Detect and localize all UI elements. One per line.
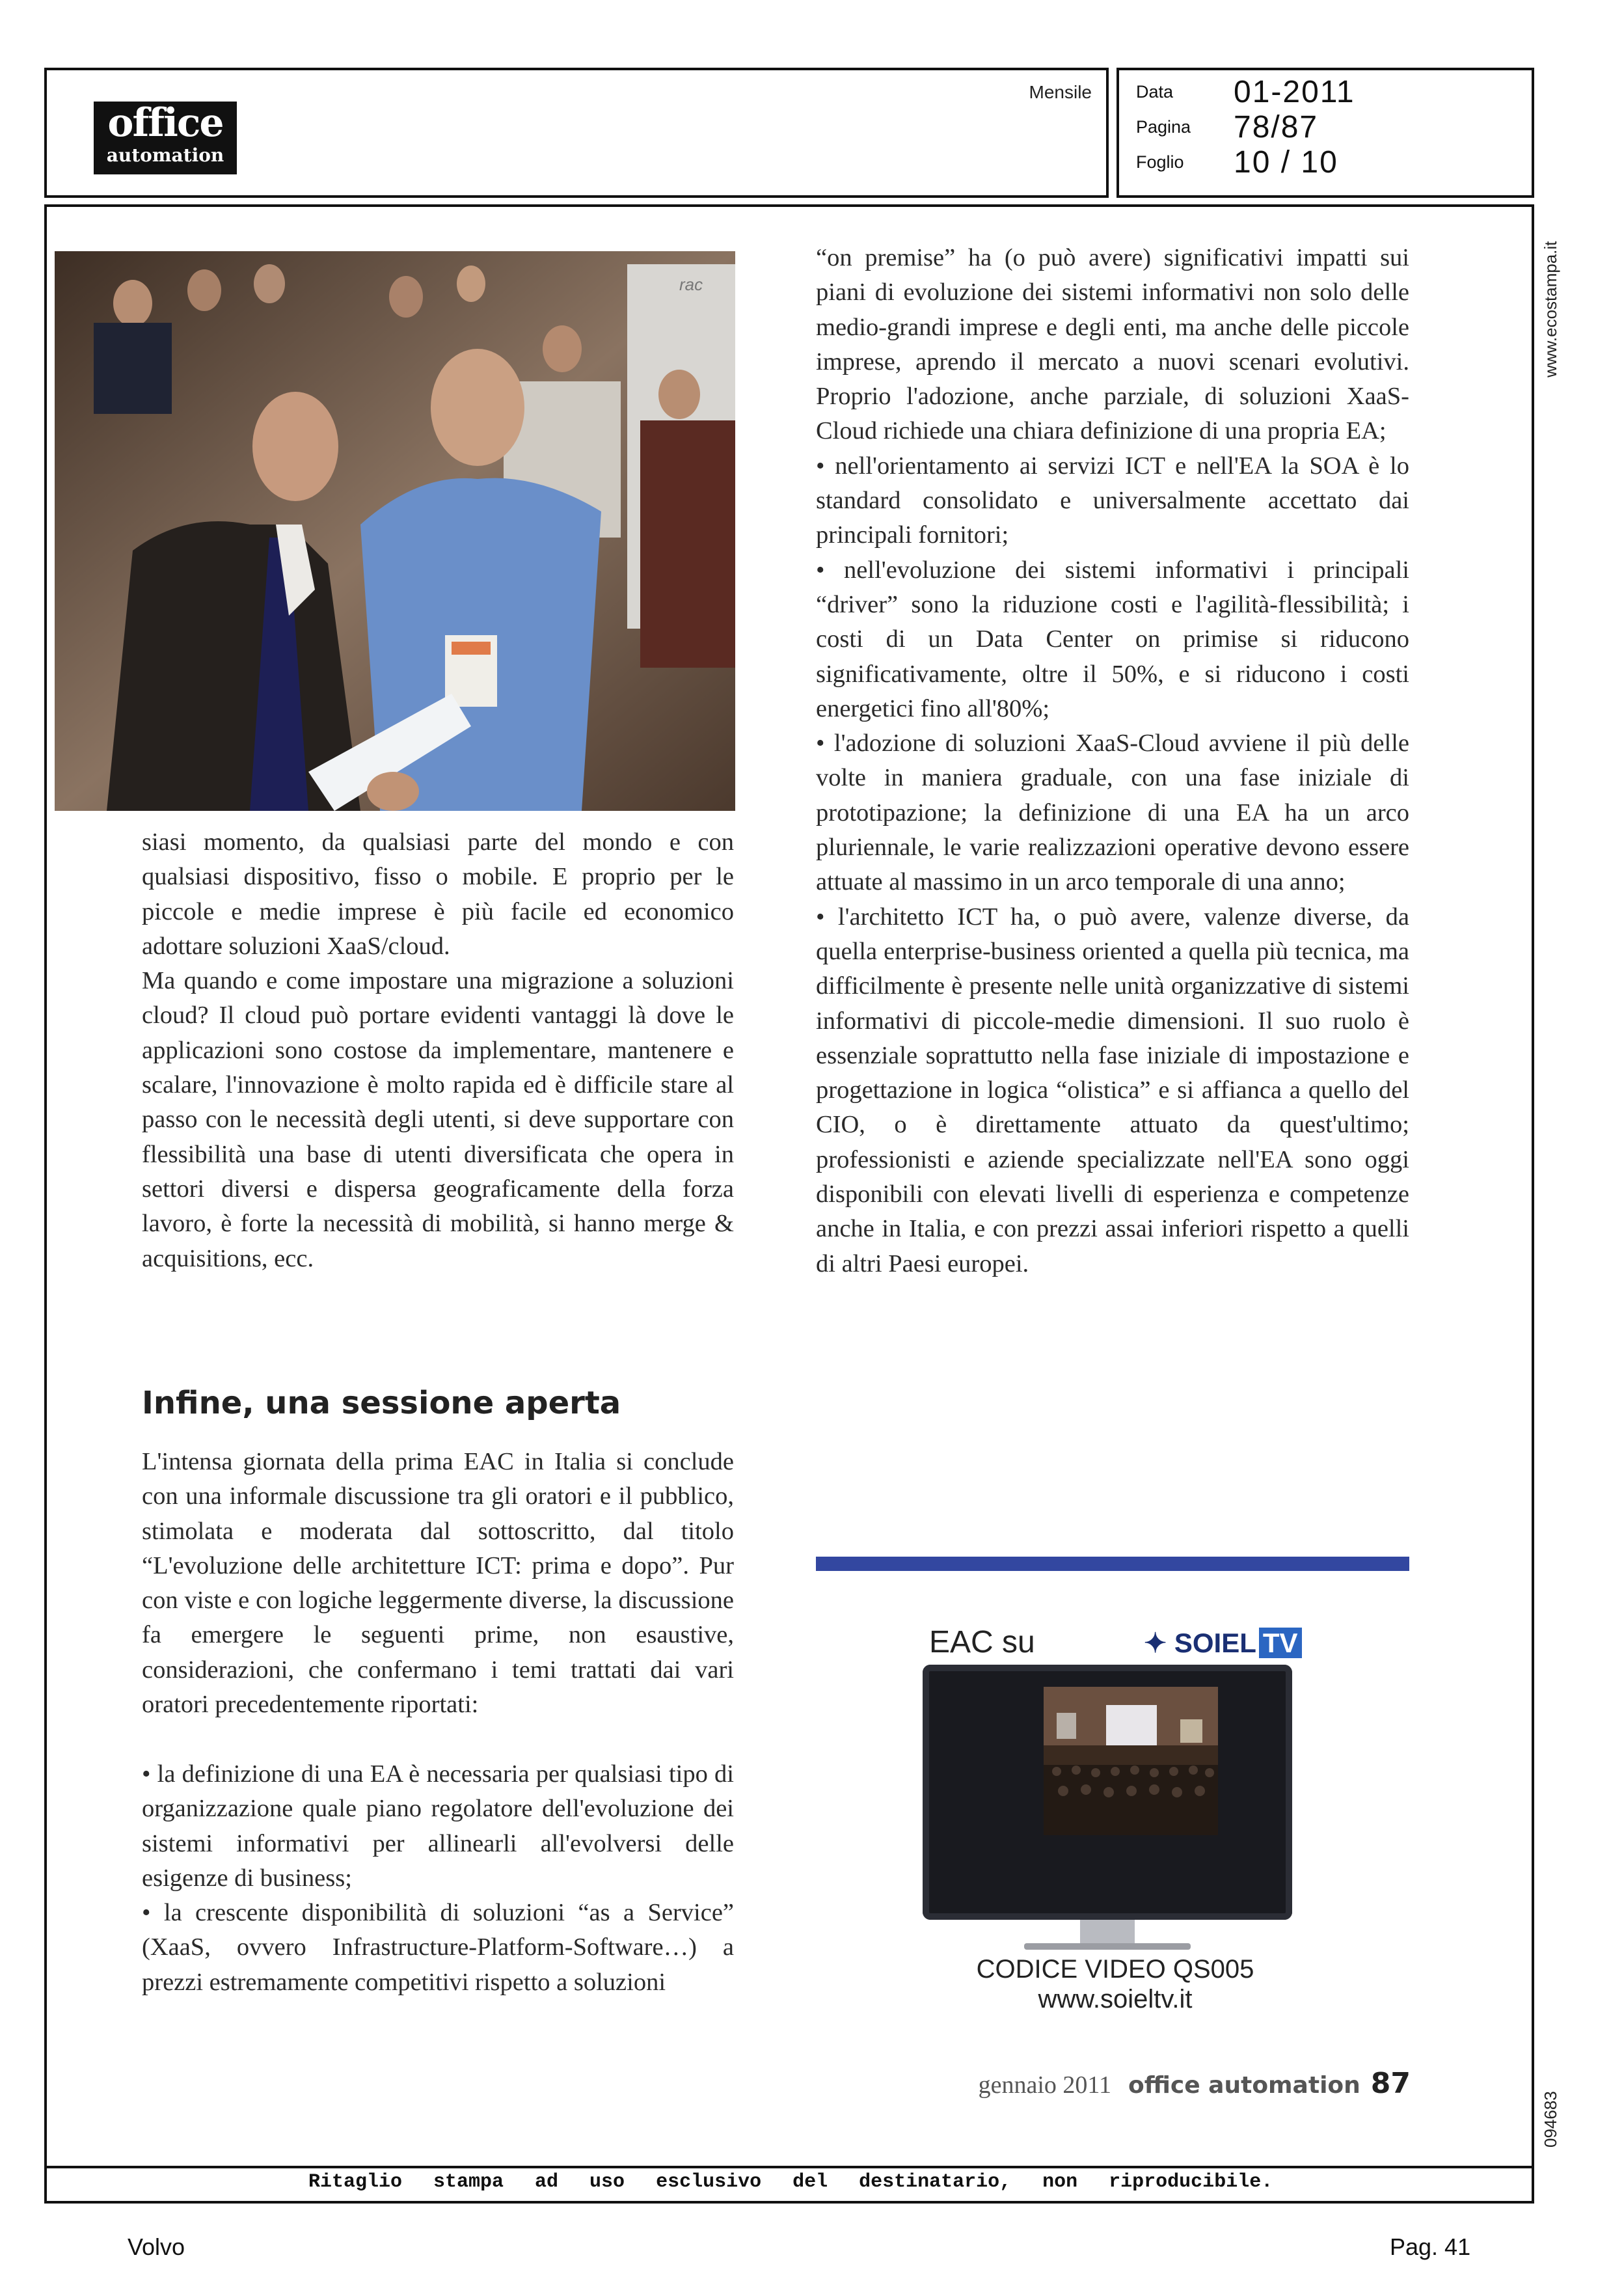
right-bullet-2: • nell'evoluzione dei sistemi informativi i principali “driver” sono la riduzione costi e l'agilità-flessibilità; i costi di un Data Center on primise si riducono significativamente, oltre il 50%, e si riducono i costi energetici fino all'80%; (816, 556, 1409, 722)
header-left-box (44, 68, 1109, 198)
side-url: www.ecostampa.it (1541, 241, 1560, 377)
video-screen (1044, 1687, 1218, 1835)
pagina-label: Pagina (1136, 117, 1191, 137)
left-column-top (142, 825, 734, 1276)
foglio-label: Foglio (1136, 152, 1184, 172)
left-bullet-1: • la definizione di una EA è necessaria per qualsiasi tipo di organizzazione quale piano regolatore dell'evoluzione dei sistemi informativi per allinearli all'evolversi delle esigenze di business; (142, 1760, 734, 1892)
meta-pagina-row (1136, 109, 1318, 145)
section-heading: Infine, una sessione aperta (142, 1385, 621, 1421)
ritaglio-divider (44, 2166, 1534, 2168)
ad-divider-bar (816, 1557, 1409, 1571)
frequency-label: Mensile (1029, 82, 1092, 102)
header-meta-box (1116, 68, 1534, 198)
left-bullet-2: • la crescente disponibilità di soluzioni “as a Service” (XaaS, ovvero Infrastructure-Platform-Software…) a prezzi estremamente competitivi rispetto a soluzioni (142, 1899, 734, 1996)
monitor-base (1024, 1943, 1191, 1950)
conference-hall-thumbnail (1044, 1687, 1218, 1835)
meta-foglio-row (1136, 144, 1338, 180)
right-bullet-4: • l'architetto ICT ha, o può avere, valenze diverse, da quella enterprise-business oriented a quella più tecnica, ma difficilmente è presente nelle unità organizzative di sistemi informativi di piccole-medie dimensioni. Il suo ruolo è essenziale soprattutto nella fase iniziale di impostazione e progettazione in logica “olistica” e si affianca a quello del CIO, o è direttamente attuato da quest'ultimo; professionisti e aziende specializzate nell'EA sono oggi disponibili con elevati livelli di esperienza e competenze anche in Italia, e con prezzi assai inferiori rispetto a quelli di altri Paesi europei. (816, 903, 1409, 1277)
ad-video-code: CODICE VIDEO QS005 (976, 1955, 1254, 1984)
office-automation-logo (94, 102, 237, 174)
conference-photo (55, 251, 735, 811)
right-bullet-3: • l'adozione di soluzioni XaaS-Cloud avviene il più delle volte in maniera graduale, con una fase iniziale di prototipazione; la definizione di una EA ha un arco pluriennale, le varie realizzazioni operative devono essere attuate al massimo in un arco temporale di una anno; (816, 730, 1409, 896)
data-label: Data (1136, 82, 1174, 102)
soiel-tv-logo (1144, 1627, 1302, 1659)
logo-line2: automation (106, 144, 224, 166)
left-paragraph-3: L'intensa giornata della prima EAC in Italia si conclude con una informale discussione tra gli oratori e il pubblico, stimolata e moderata dal sottoscritto, dal titolo “L'evoluzione delle architetture ICT: prima e dopo”. Pur con viste e con logiche leggermente diverse, la discussione fa emergere le seguenti prime, non esaustive, considerazioni, che confermano i temi trattati dai vari oratori precedentemente riportati: (142, 1448, 734, 1719)
ad-url-link[interactable]: www.soieltv.it (1038, 1985, 1193, 2013)
right-column (816, 241, 1409, 1281)
left-column-section (142, 1445, 734, 1722)
side-code: 094683 (1541, 2091, 1560, 2148)
press-clipping-header (44, 68, 1534, 198)
monitor-icon (923, 1665, 1292, 1920)
page-folio (979, 2067, 1411, 2100)
meta-data-row (1136, 74, 1355, 110)
monitor-stand (1080, 1920, 1135, 1946)
logo-line1: office (107, 100, 223, 146)
folio-magazine: office automation (1128, 2072, 1360, 2099)
ritaglio-notice: Ritaglio stampa ad uso esclusivo del destinatario, non riproducibile. (308, 2171, 1273, 2193)
left-column-bullets (142, 1757, 734, 2000)
right-bullet-1: • nell'orientamento ai servizi ICT e nell'EA la SOA è lo standard consolidato e universalmente accettato dai principali fornitori; (816, 452, 1409, 549)
conference-photo-illustration (55, 251, 735, 811)
pagina-value: 78/87 (1234, 110, 1319, 144)
ad-title: EAC su (929, 1625, 1035, 1659)
soiel-logo-icon: ✦ (1144, 1628, 1174, 1658)
footer-page-number: Pag. 41 (1390, 2233, 1471, 2260)
footer-client: Volvo (128, 2233, 185, 2260)
left-paragraph-1: siasi momento, da qualsiasi parte del mondo e con qualsiasi dispositivo, fisso o mobile. E proprio per le piccole e medie imprese è più facile ed economico adottare soluzioni XaaS/cloud. (142, 828, 734, 960)
soiel-brand-text: SOIEL (1174, 1628, 1256, 1658)
soiel-tv-text: TV (1259, 1628, 1302, 1658)
data-value: 01-2011 (1234, 75, 1355, 109)
folio-month: gennaio 2011 (978, 2071, 1112, 2099)
foglio-value: 10 / 10 (1234, 145, 1338, 180)
left-paragraph-2: Ma quando e come impostare una migrazione a soluzioni cloud? Il cloud può portare evidenti vantaggi là dove le applicazioni sono costose da implementare, mantenere e scalare, l'innovazione è molto rapida ed è difficile stare al passo con le necessità degli utenti, si deve supportare con flessibilità una base di utenti diversificata che opera in settori diversi e dispersa geograficamente della forza lavoro, è forte la necessità di mobilità, si hanno merge & acquisitions, ecc. (142, 967, 734, 1272)
right-paragraph-1: “on premise” ha (o può avere) significativi impatti sui piani di evoluzione dei sistemi informativi non solo delle medio-grandi imprese e degli enti, ma anche delle piccole imprese, aprendo il mercato a nuovi scenari evolutivi. Proprio l'adozione, anche parziale, di soluzioni XaaS-Cloud richiede una chiara definizione di una propria EA; (816, 244, 1409, 445)
photo-banner-text: rac (679, 275, 703, 294)
folio-page-number: 87 (1370, 2067, 1411, 2100)
